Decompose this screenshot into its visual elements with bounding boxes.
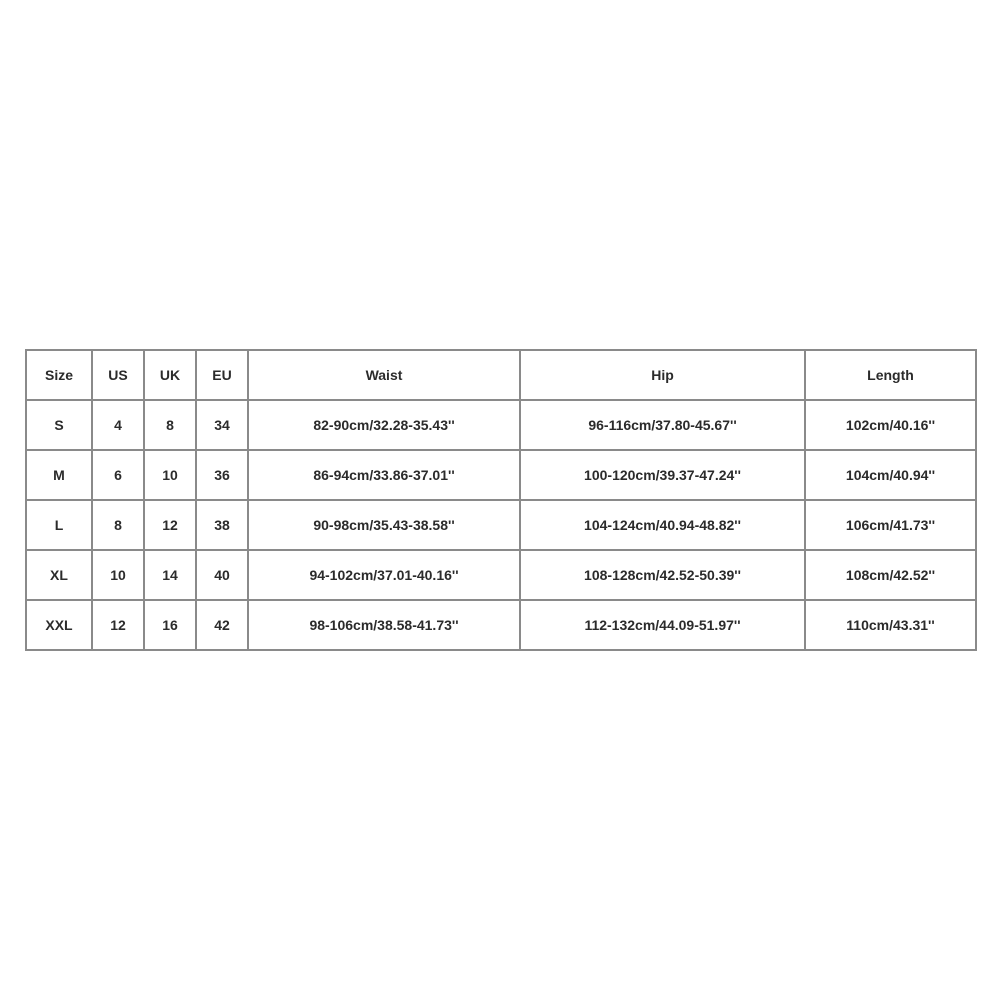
cell-length: 106cm/41.73'' [805,500,976,550]
cell-length: 108cm/42.52'' [805,550,976,600]
cell-hip: 104-124cm/40.94-48.82'' [520,500,805,550]
table-row [26,500,976,550]
header-waist: Waist [248,350,520,400]
header-hip: Hip [520,350,805,400]
cell-hip: 96-116cm/37.80-45.67'' [520,400,805,450]
cell-waist: 94-102cm/37.01-40.16'' [248,550,520,600]
cell-waist: 98-106cm/38.58-41.73'' [248,600,520,650]
table-row [26,450,976,500]
header-us: US [92,350,144,400]
cell-us: 6 [92,450,144,500]
header-size: Size [26,350,92,400]
cell-waist: 82-90cm/32.28-35.43'' [248,400,520,450]
cell-size: XL [26,550,92,600]
cell-size: M [26,450,92,500]
cell-eu: 42 [196,600,248,650]
header-uk: UK [144,350,196,400]
cell-eu: 40 [196,550,248,600]
cell-uk: 14 [144,550,196,600]
cell-length: 104cm/40.94'' [805,450,976,500]
cell-waist: 86-94cm/33.86-37.01'' [248,450,520,500]
table-row [26,400,976,450]
cell-hip: 108-128cm/42.52-50.39'' [520,550,805,600]
cell-uk: 8 [144,400,196,450]
cell-length: 110cm/43.31'' [805,600,976,650]
cell-hip: 112-132cm/44.09-51.97'' [520,600,805,650]
cell-uk: 10 [144,450,196,500]
cell-eu: 38 [196,500,248,550]
cell-waist: 90-98cm/35.43-38.58'' [248,500,520,550]
cell-eu: 36 [196,450,248,500]
cell-size: L [26,500,92,550]
table-row [26,600,976,650]
cell-us: 4 [92,400,144,450]
cell-size: XXL [26,600,92,650]
cell-hip: 100-120cm/39.37-47.24'' [520,450,805,500]
cell-eu: 34 [196,400,248,450]
header-eu: EU [196,350,248,400]
cell-uk: 12 [144,500,196,550]
cell-size: S [26,400,92,450]
size-chart-table [25,349,977,651]
table-row [26,550,976,600]
header-length: Length [805,350,976,400]
cell-us: 12 [92,600,144,650]
cell-us: 8 [92,500,144,550]
header-row [26,350,976,400]
cell-uk: 16 [144,600,196,650]
cell-length: 102cm/40.16'' [805,400,976,450]
cell-us: 10 [92,550,144,600]
